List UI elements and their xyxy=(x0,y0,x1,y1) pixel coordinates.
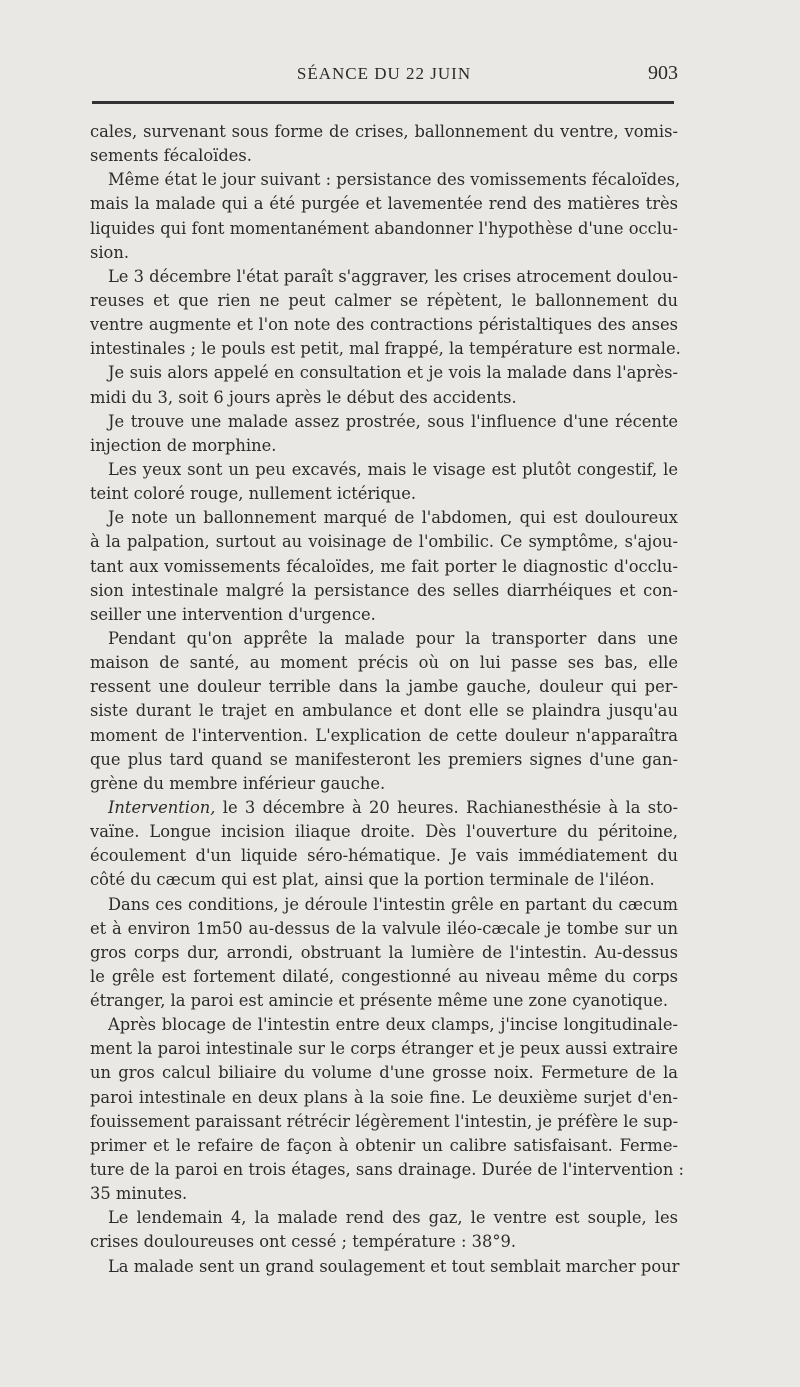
text-line: grène du membre inférieur gauche. xyxy=(90,773,386,793)
text-line: un gros calcul biliaire du volume d'une grosse noix. Fermeture de la xyxy=(90,1063,678,1083)
text-line: le grêle est fortement dilaté, congestionné au niveau même du corps xyxy=(90,966,678,986)
body-text xyxy=(90,120,685,1279)
text-line: côté du cæcum qui est plat, ainsi que la portion terminale de l'iléon. xyxy=(90,870,655,890)
text-line: injection de morphine. xyxy=(90,435,277,455)
text-line: La malade sent un grand soulagement et tout semblait marcher pour xyxy=(108,1256,680,1276)
text-line: intestinales ; le pouls est petit, mal frappé, la température est normale. xyxy=(90,339,681,359)
text-line: écoulement d'un liquide séro-hématique. Je vais immédiatement du xyxy=(90,846,678,866)
page-number: 903 xyxy=(648,62,678,84)
text-line: fouissement paraissant rétrécir légèrement l'intestin, je préfère le sup- xyxy=(90,1111,679,1131)
italic-lead: Intervention, xyxy=(108,797,216,817)
text-line: paroi intestinale en deux plans à la soie fine. Le deuxième surjet d'en- xyxy=(90,1087,678,1107)
text-line: vaïne. Longue incision iliaque droite. Dès l'ouverture du péritoine, xyxy=(90,822,678,842)
text-line: cales, survenant sous forme de crises, ballonnement du ventre, vomis- xyxy=(90,122,678,141)
text-line: tant aux vomissements fécaloïdes, me fait porter le diagnostic d'occlu- xyxy=(90,556,678,576)
text-line: reuses et que rien ne peut calmer se répètent, le ballonnement du xyxy=(90,290,678,310)
line-rest: le 3 décembre à 20 heures. Rachianesthésie à la sto- xyxy=(215,797,678,817)
text-line: Les yeux sont un peu excavés, mais le visage est plutôt congestif, le xyxy=(108,459,678,479)
text-line: seiller une intervention d'urgence. xyxy=(90,604,376,624)
text-line: siste durant le trajet en ambulance et dont elle se plaindra jusqu'au xyxy=(90,701,678,721)
text-line: à la palpation, surtout au voisinage de l'ombilic. Ce symptôme, s'ajou- xyxy=(90,532,678,552)
text-line: primer et le refaire de façon à obtenir un calibre satisfaisant. Ferme- xyxy=(90,1135,678,1155)
header-rule xyxy=(92,101,674,104)
text-line: Dans ces conditions, je déroule l'intestin grêle en partant du cæcum xyxy=(108,894,678,914)
text-line: ressent une douleur terrible dans la jambe gauche, douleur qui per- xyxy=(90,677,678,697)
text-line: Après blocage de l'intestin entre deux clamps, j'incise longitudinale- xyxy=(108,1015,678,1035)
text-line: mais la malade qui a été purgée et lavementée rend des matières très xyxy=(90,194,678,214)
text-line: Le 3 décembre l'état paraît s'aggraver, les crises atrocement doulou- xyxy=(108,266,678,286)
text-line: Le lendemain 4, la malade rend des gaz, le ventre est souple, les xyxy=(108,1208,678,1228)
text-line: teint coloré rouge, nullement ictérique. xyxy=(90,484,417,504)
text-line: moment de l'intervention. L'explication de cette douleur n'apparaîtra xyxy=(90,725,678,745)
text-line: 35 minutes. xyxy=(90,1184,188,1204)
text-line: que plus tard quand se manifesteront les premiers signes d'une gan- xyxy=(90,749,678,769)
text-line: Même état le jour suivant : persistance des vomissements fécaloïdes, xyxy=(108,170,681,190)
text-line: gros corps dur, arrondi, obstruant la lumière de l'intestin. Au-dessus xyxy=(90,942,678,962)
text-line: ment la paroi intestinale sur le corps étranger et je peux aussi extraire xyxy=(90,1039,678,1059)
text-line: crises douloureuses ont cessé ; température : 38°9. xyxy=(90,1232,517,1252)
text-line: et à environ 1m50 au-dessus de la valvule iléo-cæcale je tombe sur un xyxy=(90,918,678,938)
text-line: Pendant qu'on apprête la malade pour la transporter dans une xyxy=(108,628,678,648)
text-line: sion intestinale malgré la persistance des selles diarrhéiques et con- xyxy=(90,580,678,600)
text-line xyxy=(90,796,678,820)
text-line: Je trouve une malade assez prostrée, sous l'influence d'une récente xyxy=(108,411,678,431)
text-line: Je note un ballonnement marqué de l'abdomen, qui est douloureux xyxy=(108,508,678,528)
text-line: maison de santé, au moment précis où on lui passe ses bas, elle xyxy=(90,653,678,673)
text-line: liquides qui font momentanément abandonner l'hypothèse d'une occlu- xyxy=(90,218,678,238)
text-line: étranger, la paroi est amincie et présente même une zone cyanotique. xyxy=(90,991,669,1011)
text-line: sion. xyxy=(90,242,130,262)
text-line: ture de la paroi en trois étages, sans drainage. Durée de l'intervention : xyxy=(90,1160,685,1180)
text-line: sements fécaloïdes. xyxy=(90,146,252,166)
running-title: SÉANCE DU 22 JUIN xyxy=(296,64,472,83)
text-line: ventre augmente et l'on note des contractions péristaltiques des anses xyxy=(90,315,678,335)
running-header xyxy=(90,60,678,90)
text-line: midi du 3, soit 6 jours après le début des accidents. xyxy=(90,387,517,407)
text-line: Je suis alors appelé en consultation et je vois la malade dans l'après- xyxy=(108,363,678,383)
